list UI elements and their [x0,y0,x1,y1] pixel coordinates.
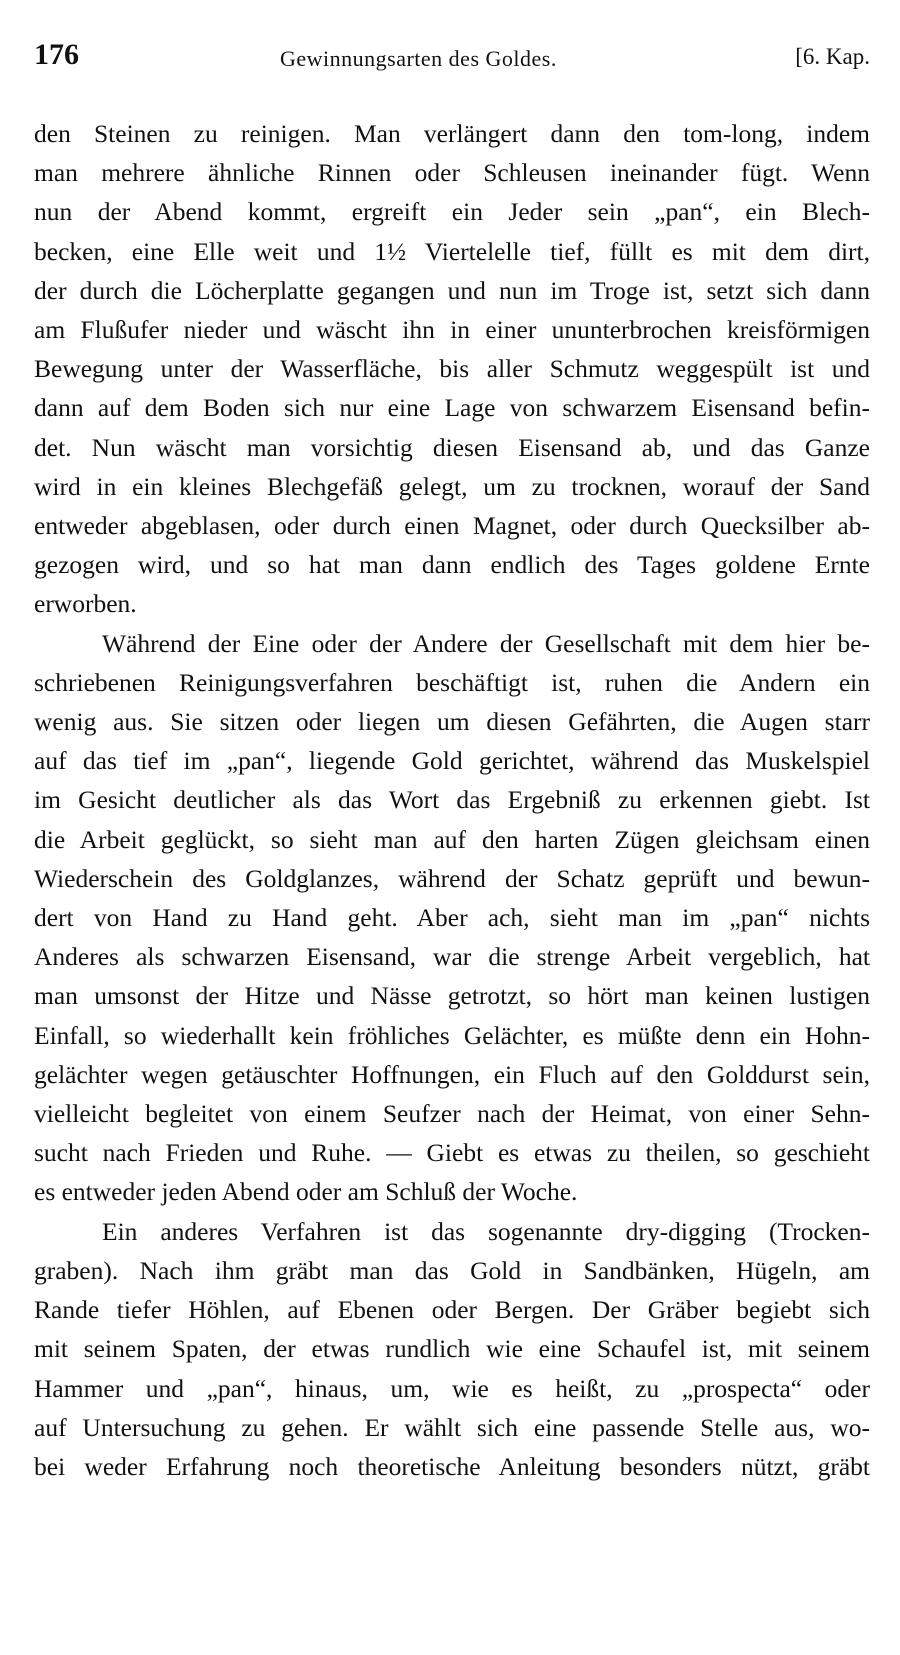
text-line: erworben. [34,589,137,619]
text-line: Hammer und „pan“, hinaus, um, wie es heißt, zu „prospecta“ oder [34,1373,870,1403]
paragraph [34,624,870,1212]
text-line: auf das tief im „pan“, liegende Gold gerichtet, während das Muskelspiel [34,746,870,776]
text-line: schriebenen Reinigungsverfahren beschäftigt ist, ruhen die Andern ein [34,667,870,697]
text-line: man umsonst der Hitze und Nässe getrotzt, so hört man keinen lustigen [34,981,870,1011]
text-line: Rande tiefer Höhlen, auf Ebenen oder Bergen. Der Gräber begiebt sich [34,1295,870,1325]
text-line: auf Untersuchung zu gehen. Er wählt sich eine passende Stelle aus, wo- [34,1412,870,1442]
text-line: vielleicht begleitet von einem Seufzer nach der Heimat, von einer Sehn- [34,1099,870,1129]
text-line: der durch die Löcherplatte gegangen und nun im Troge ist, setzt sich dann [34,275,870,305]
page-number: 176 [34,38,79,71]
text-line: det. Nun wäscht man vorsichtig diesen Eisensand ab, und das Ganze [34,432,870,462]
text-line: man mehrere ähnliche Rinnen oder Schleusen ineinander fügt. Wenn [34,158,870,188]
page-header [34,38,870,86]
text-line: graben). Nach ihm gräbt man das Gold in Sandbänken, Hügeln, am [34,1255,870,1285]
text-line: die Arbeit geglückt, so sieht man auf den harten Zügen gleichsam einen [34,824,870,854]
chapter-reference: [6. Kap. [795,44,870,69]
text-line: gezogen wird, und so hat man dann endlich des Tages goldene Ernte [34,550,870,580]
text-line: mit seinem Spaten, der etwas rundlich wie eine Schaufel ist, mit seinem [34,1334,870,1364]
text-line: dert von Hand zu Hand geht. Aber ach, sieht man im „pan“ nichts [34,903,870,933]
text-line: Anderes als schwarzen Eisensand, war die strenge Arbeit vergeblich, hat [34,942,870,972]
text-line: Bewegung unter der Wasserfläche, bis aller Schmutz weggespült ist und [34,354,870,384]
text-line: nun der Abend kommt, ergreift ein Jeder sein „pan“, ein Blech- [34,197,870,227]
text-line: sucht nach Frieden und Ruhe. — Giebt es etwas zu theilen, so geschieht [34,1138,870,1168]
body-text [34,114,870,1486]
paragraph [34,114,870,624]
text-line: Wiederschein des Goldglanzes, während der Schatz geprüft und bewun- [34,863,870,893]
text-line: im Gesicht deutlicher als das Wort das Ergebniß zu erkennen giebt. Ist [34,785,870,815]
text-line: Einfall, so wiederhallt kein fröhliches Gelächter, es müßte denn ein Hohn- [34,1020,870,1050]
text-line: wenig aus. Sie sitzen oder liegen um diesen Gefährten, die Augen starr [34,707,870,737]
text-line: gelächter wegen getäuschter Hoffnungen, ein Fluch auf den Golddurst sein, [34,1059,870,1089]
text-line: becken, eine Elle weit und 1½ Viertelelle tief, füllt es mit dem dirt, [34,236,870,266]
text-line: Ein anderes Verfahren ist das sogenannte dry-digging (Trocken- [102,1216,870,1246]
text-line: wird in ein kleines Blechgefäß gelegt, um zu trocknen, worauf der Sand [34,471,870,501]
book-page [34,38,870,1481]
running-title: Gewinnungsarten des Goldes. [280,46,557,71]
text-line: dann auf dem Boden sich nur eine Lage von schwarzem Eisensand befin- [34,393,870,423]
text-line: den Steinen zu reinigen. Man verlängert dann den tom-long, indem [34,119,870,148]
text-line: bei weder Erfahrung noch theoretische Anleitung besonders nützt, gräbt [34,1451,870,1481]
paragraph [34,1212,870,1486]
text-line: entweder abgeblasen, oder durch einen Magnet, oder durch Quecksilber ab- [34,511,870,541]
text-line: es entweder jeden Abend oder am Schluß der Woche. [34,1177,578,1207]
text-line: am Flußufer nieder und wäscht ihn in einer ununterbrochen kreisförmigen [34,315,870,345]
text-line: Während der Eine oder der Andere der Gesellschaft mit dem hier be- [102,628,870,658]
